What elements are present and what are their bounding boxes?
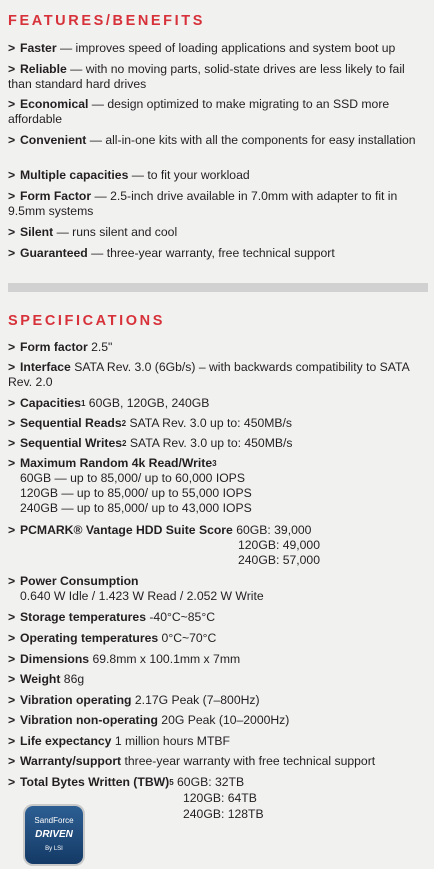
feature-title: Form Factor (20, 189, 92, 203)
spec-line: 60GB: 32TB (177, 775, 245, 789)
feature-text: — improves speed of loading applications and system boot up (56, 41, 396, 55)
spec-line: 60GB: 39,000 (236, 523, 312, 537)
specifications-heading: SPECIFICATIONS (8, 313, 165, 329)
spec-capacities (8, 396, 428, 411)
spec-interface (8, 360, 428, 390)
spec-value: SATA Rev. 3.0 up to: 450MB/s (126, 416, 293, 430)
bullet-arrow: > (8, 97, 16, 111)
spec-title: Maximum Random 4k Read/Write (20, 456, 213, 470)
spec-title: Operating temperatures (20, 631, 159, 645)
bullet-arrow: > (8, 168, 16, 182)
spec-value: 86g (60, 672, 85, 686)
spec-vibration-non-operating (8, 713, 428, 728)
spec-vibration-operating (8, 693, 428, 708)
spec-line: 0.640 W Idle / 1.423 W Read / 2.052 W Write (20, 589, 264, 603)
spec-title: Total Bytes Written (TBW) (20, 775, 170, 789)
bullet-arrow: > (8, 610, 16, 624)
feature-item (8, 225, 428, 240)
bullet-arrow: > (8, 41, 16, 55)
feature-item (8, 97, 428, 127)
spec-sequential-reads (8, 416, 428, 431)
spec-title: Capacities (20, 396, 81, 410)
bullet-arrow: > (8, 436, 16, 450)
spec-value: 2.5" (87, 340, 113, 354)
feature-item (8, 189, 428, 219)
feature-title: Reliable (20, 62, 67, 76)
spec-value: 69.8mm x 100.1mm x 7mm (89, 652, 241, 666)
feature-text: — all-in-one kits with all the components for easy installation (86, 133, 416, 147)
feature-item (8, 62, 428, 92)
spec-warranty (8, 754, 428, 769)
spec-value: 0°C~70°C (158, 631, 217, 645)
spec-title: Warranty/support (20, 754, 122, 768)
spec-value: 20G Peak (10–2000Hz) (157, 713, 290, 727)
spec-value: SATA Rev. 3.0 (6Gb/s) – with backwards compatibility to SATA Rev. 2.0 (8, 360, 410, 389)
feature-text: — 2.5-inch drive available in 7.0mm with adapter to fit in 9.5mm systems (8, 189, 398, 218)
footnote-mark: 2 (121, 419, 127, 428)
feature-text: — with no moving parts, solid-state drives are less likely to fail than standard hard drives (8, 62, 405, 91)
feature-title: Convenient (20, 133, 87, 147)
feature-text: — three-year warranty, free technical support (87, 246, 335, 260)
bullet-arrow: > (8, 754, 16, 768)
feature-item (8, 41, 428, 56)
footnote-mark: 2 (122, 439, 127, 448)
bullet-arrow: > (8, 416, 16, 430)
logo-line: DRIVEN (35, 829, 73, 840)
footnote-mark: 1 (80, 399, 86, 408)
spec-life-expectancy (8, 734, 428, 749)
spec-line: 240GB — up to 85,000/ up to 43,000 IOPS (20, 501, 252, 515)
spec-title: Storage temperatures (20, 610, 146, 624)
feature-title: Economical (20, 97, 89, 111)
logo-line: SandForce (34, 816, 74, 825)
logo-line: By LSI (45, 846, 63, 852)
spec-form-factor (8, 340, 428, 355)
spec-title: PCMARK® Vantage HDD Suite Score (20, 523, 233, 537)
bullet-arrow: > (8, 672, 16, 686)
spec-pcmark (8, 523, 428, 538)
spec-storage-temp (8, 610, 428, 625)
bullet-arrow: > (8, 133, 16, 147)
features-heading: FEATURES/BENEFITS (8, 13, 205, 29)
spec-title: Form factor (20, 340, 88, 354)
spec-title: Interface (20, 360, 71, 374)
bullet-arrow: > (8, 396, 16, 410)
feature-text: — runs silent and cool (53, 225, 178, 239)
spec-line: 240GB: 128TB (183, 807, 264, 821)
spec-title: Vibration non-operating (20, 713, 158, 727)
spec-title: Life expectancy (20, 734, 112, 748)
spec-operating-temp (8, 631, 428, 646)
spec-value: -40°C~85°C (145, 610, 216, 624)
section-divider (8, 283, 428, 292)
bullet-arrow: > (8, 340, 16, 354)
feature-item (8, 133, 428, 148)
spec-title: Vibration operating (20, 693, 132, 707)
footnote-mark: 5 (169, 778, 174, 787)
bullet-arrow: > (8, 189, 16, 203)
feature-text: — to fit your workload (128, 168, 250, 182)
spec-title: Dimensions (20, 652, 90, 666)
spec-title: Power Consumption (20, 574, 139, 588)
bullet-arrow: > (8, 574, 16, 588)
feature-title: Silent (20, 225, 54, 239)
spec-power (8, 574, 428, 604)
spec-line: 120GB: 49,000 (238, 538, 320, 552)
spec-value: 1 million hours MTBF (111, 734, 230, 748)
bullet-arrow: > (8, 693, 16, 707)
spec-title: Sequential Writes (20, 436, 123, 450)
bullet-arrow: > (8, 62, 16, 76)
spec-line: 60GB — up to 85,000/ up to 60,000 IOPS (20, 471, 245, 485)
bullet-arrow: > (8, 631, 16, 645)
bullet-arrow: > (8, 652, 16, 666)
spec-line: 120GB: 64TB (183, 791, 257, 805)
spec-tbw (8, 775, 428, 790)
spec-value: 60GB, 120GB, 240GB (85, 396, 210, 410)
bullet-arrow: > (8, 523, 16, 537)
footnote-mark: 3 (212, 459, 217, 468)
spec-dimensions (8, 652, 428, 667)
spec-title: Sequential Reads (20, 416, 122, 430)
spec-value: 2.17G Peak (7–800Hz) (131, 693, 260, 707)
feature-title: Faster (20, 41, 57, 55)
bullet-arrow: > (8, 246, 16, 260)
feature-title: Multiple capacities (20, 168, 129, 182)
bullet-arrow: > (8, 713, 16, 727)
spec-value: SATA Rev. 3.0 up to: 450MB/s (126, 436, 293, 450)
bullet-arrow: > (8, 734, 16, 748)
spec-sequential-writes (8, 436, 428, 451)
bullet-arrow: > (8, 360, 16, 374)
bullet-arrow: > (8, 456, 16, 470)
spec-random-4k (8, 456, 428, 516)
bullet-arrow: > (8, 225, 16, 239)
feature-title: Guaranteed (20, 246, 88, 260)
spec-line: 240GB: 57,000 (238, 553, 320, 567)
feature-item (8, 246, 428, 261)
sandforce-logo (25, 806, 83, 864)
spec-value: three-year warranty with free technical support (121, 754, 376, 768)
spec-line: 120GB — up to 85,000/ up to 55,000 IOPS (20, 486, 252, 500)
spec-weight (8, 672, 428, 687)
spec-title: Weight (20, 672, 61, 686)
feature-item (8, 168, 428, 183)
bullet-arrow: > (8, 775, 16, 789)
feature-text: — design optimized to make migrating to an SSD more affordable (8, 97, 390, 126)
